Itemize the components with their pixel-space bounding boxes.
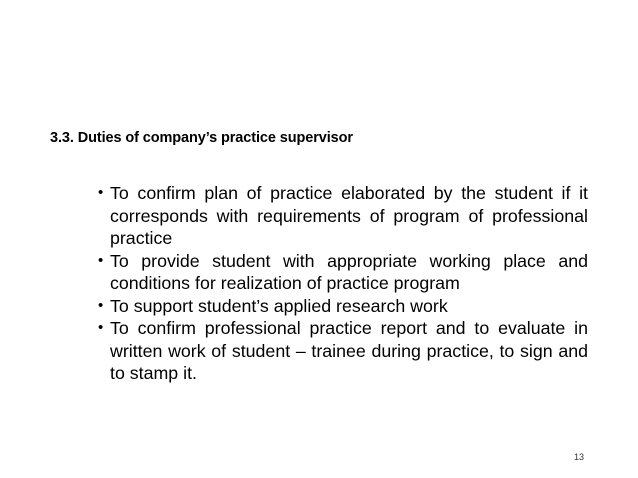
bullet-text: To confirm professional practice report and to evaluate in written work of student – trainee during practice, to sign and to stamp it. xyxy=(110,318,588,383)
bullet-icon: • xyxy=(98,319,104,336)
page-number: 13 xyxy=(574,452,585,462)
duties-list xyxy=(98,182,588,385)
bullet-text: To provide student with appropriate working place and conditions for realization of practice program xyxy=(110,250,588,293)
list-item xyxy=(98,317,588,385)
list-item xyxy=(98,250,588,295)
list-item xyxy=(98,295,588,318)
bullet-text: To confirm plan of practice elaborated by the student if it corresponds with requirements of program of professional practice xyxy=(110,183,588,248)
bullet-text: To support student’s applied research work xyxy=(110,295,448,316)
section-heading: 3.3. Duties of company’s practice supervisor xyxy=(50,130,353,146)
list-item xyxy=(98,182,588,250)
bullet-icon: • xyxy=(98,184,104,201)
bullet-icon: • xyxy=(98,251,104,269)
bullet-icon: • xyxy=(98,296,104,314)
